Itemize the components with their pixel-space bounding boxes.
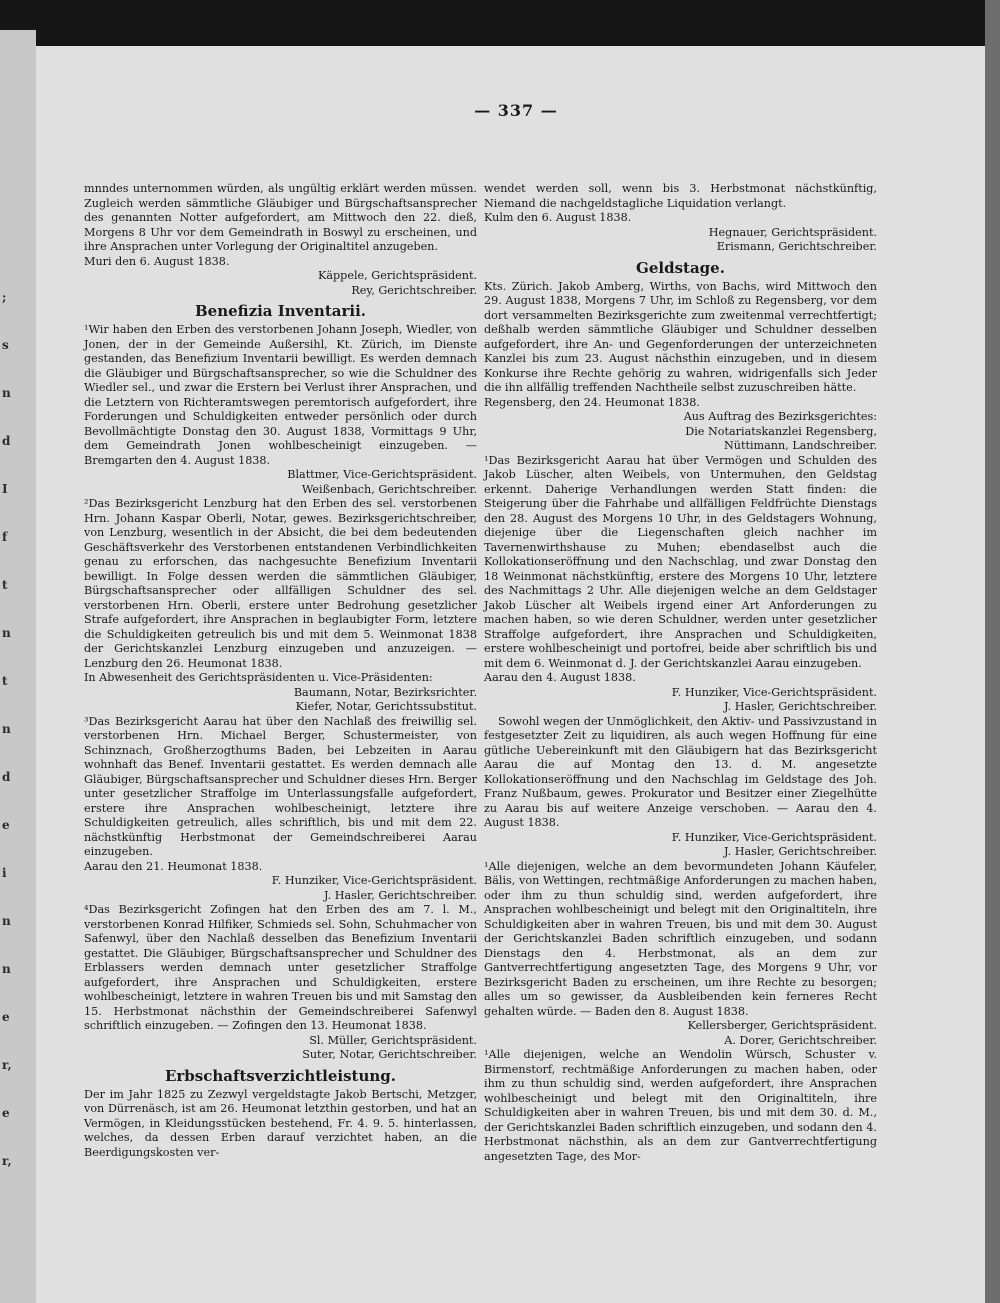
signature-line: J. Hasler, Gerichtschreiber.	[724, 700, 877, 713]
signature-line: Kellersberger, Gerichtspräsident.	[687, 1019, 877, 1032]
page-number: — 337 —	[474, 101, 558, 120]
notice-paragraph: ¹Alle diejenigen, welche an Wendolin Würsch, Schuster v. Birmenstorf, rechtmäßige Anforderungen zu machen haben, oder ihm zu thun schuldig sind, werden aufgefordert, ihre Ansprachen wohlbescheinigt und belegt mit den Originaltiteln, ihre Schuldigkeiten aber in wahren Treuen, bis und mit dem 30. d. M., der Gerichtskanzlei Baden schriftlich einzugeben, und sodann den 4. Herbstmonat nächsthin, als an dem zur Gantverrechtfertigung angesetzten Tage, des Mor-	[484, 1048, 877, 1163]
section-heading: Erbschaftsverzichtleistung.	[164, 1066, 397, 1085]
previous-page-fragment: e	[2, 1106, 10, 1120]
signature-line: A. Dorer, Gerichtschreiber.	[724, 1033, 877, 1047]
notice-paragraph: In Abwesenheit des Gerichtspräsidenten u. Vice-Präsidenten:	[84, 671, 433, 684]
signature-line: F. Hunziker, Vice-Gerichtspräsident.	[671, 685, 877, 699]
notice-paragraph: ⁴Das Bezirksgericht Zofingen hat den Erben des am 7. l. M., verstorbenen Konrad Hilfiker, Schmieds sel. Sohn, Schuhmacher von Safenwyl, über den Nachlaß desselben das Benefizium Inventarii gestattet. Die Gläubiger, Bürgschaftsansprecher und Schuldner des Erblassers werden demnach unter gesetzlicher Straffolge aufgefordert, ihre Ansprachen und Schuldigkeiten, erstere wohlbescheinigt, letztere in wahren Treuen bis und mit Samstag den 15. Herbstmonat nächsthin der Gemeindschreiberei Safenwyl schriftlich einzugeben. — Zofingen den 13. Heumonat 1838.	[84, 903, 477, 1032]
section-heading: Benefizia Inventarii.	[195, 302, 366, 320]
notice-paragraph: mnndes unternommen würden, als ungültig erklärt werden müssen. Zugleich werden sämmtliche Gläubiger und Bürgschaftsansprecher des genannten Notter aufgefordert, am Mittwoch den 22. dieß, Morgens 8 Uhr vor dem Gemeindrath in Boswyl zu erscheinen, und ihre Ansprachen unter Vorlegung der Originaltitel anzugeben.	[84, 182, 477, 253]
signature-line: Kiefer, Notar, Gerichtssubstitut.	[295, 700, 477, 713]
left-column	[84, 182, 477, 1160]
previous-page-fragment: I	[2, 482, 8, 496]
signature-line: Baumann, Notar, Bezirksrichter.	[293, 685, 477, 699]
notice-paragraph: Regensberg, den 24. Heumonat 1838.	[484, 395, 700, 409]
previous-page-fragment: n	[2, 914, 11, 928]
previous-page-fragment: n	[2, 962, 11, 976]
notice-paragraph: ¹Das Bezirksgericht Aarau hat über Vermögen und Schulden des Jakob Lüscher, alten Weibels, von Untermuhen, den Geldstag erkennt. Daherige Verhandlungen werden Statt finden: die Steigerung über die Fahrhabe und allfälligen Feldfrüchte Dienstags den 28. August des Morgens 10 Uhr, in des Geldstagers Wohnung, diejenige über die Liegenschaften gleich nachher im Tavernenwirthshause zu Muhen; ebendaselbst auch die Kollokationseröffnung und den Nachschlag, und zwar Donstag den 18 Weinmonat nächstkünftig, erstere des Morgens 10 Uhr, letztere des Nachmittags 2 Uhr. Alle diejenigen welche an dem Geldstager Jakob Lüscher alt Weibels irgend einer Art Anforderungen zu machen haben, so wie deren Schuldner, werden unter gesetzlicher Straffolge aufgefordert, ihre Ansprachen und Schuldigkeiten, erstere wohlbescheinigt und portofrei, beide aber schriftlich bis und mit dem 6. Weinmonat d. J. der Gerichtskanzlei Aarau einzugeben.	[484, 453, 877, 670]
previous-page-fragment: n	[2, 722, 11, 736]
previous-page-fragment: s	[2, 338, 9, 352]
signature-line: J. Hasler, Gerichtschreiber.	[724, 845, 877, 858]
signature-line: Suter, Notar, Gerichtschreiber.	[302, 1048, 477, 1061]
notice-paragraph: Muri den 6. August 1838.	[84, 254, 230, 268]
previous-page-fragment: d	[2, 770, 11, 784]
notice-paragraph: ³Das Bezirksgericht Aarau hat über den Nachlaß des freiwillig sel. verstorbenen Hrn. Michael Berger, Schustermeister, von Schinznach, Großherzogthums Baden, bei Lebzeiten in Aarau wohnhaft das Benef. Inventarii gestattet. Es werden demnach alle Gläubiger, Bürgschaftsansprecher und Schuldner dieses Hrn. Berger unter gesetzlicher Straffolge im Unterlassungsfalle aufgefordert, erstere ihre Ansprachen wohlbescheinigt, letztere ihre Schuldigkeiten getreulich, alles schriftlich, bis und mit dem 22. nächstkünftig Herbstmonat der Gemeindschreiberei Aarau einzugeben.	[84, 714, 477, 858]
signature-line: Erismann, Gerichtschreiber.	[716, 240, 877, 253]
section-heading: Geldstage.	[636, 258, 725, 277]
signature-line: Rey, Gerichtschreiber.	[351, 283, 477, 297]
previous-page-fragment: n	[2, 626, 11, 640]
signature-line: Blattmer, Vice-Gerichtspräsident.	[287, 468, 477, 481]
signature-line: Nüttimann, Landschreiber.	[723, 439, 877, 452]
notice-paragraph: Der im Jahr 1825 zu Zezwyl vergeldstagte Jakob Bertschi, Metzger, von Dürrenäsch, ist am 26. Heumonat letzthin gestorben, und hat an Vermögen, in Kleidungsstücken bestehend, Fr. 4. 9. 5. hinterlassen, welches, da dessen Erben darauf verzichtet haben, an die Beerdigungskosten ver-	[84, 1087, 477, 1159]
previous-page-fragment: r,	[2, 1154, 12, 1168]
notice-paragraph: ²Das Bezirksgericht Lenzburg hat den Erben des sel. verstorbenen Hrn. Johann Kaspar Oberli, Notar, gewes. Bezirksgerichtschreiber, von Lenzburg, wesentlich in der Absicht, die bei dem bedeutenden Geschäftsverkehr des Verstorbenen entstandenen Verbindlichkeiten genau zu erforschen, das nachgesuchte Benefizium Inventarii bewilligt. In Folge dessen werden die sämmtlichen Gläubiger, Bürgschaftsansprecher oder allfälligen Schuldner des sel. verstorbenen Hrn. Oberli, erstere unter Bedrohung gesetzlicher Strafe aufgefordert, ihre Ansprachen in beglaubigter Form, letztere die Schuldigkeiten getreulich bis und mit dem 5. Weinmonat 1838 der Gerichtskanzlei Lenzburg einzugeben und anzuzeigen. — Lenzburg den 26. Heumonat 1838.	[84, 497, 477, 670]
signature-line: Käppele, Gerichtspräsident.	[317, 269, 477, 282]
signature-line: Die Notariatskanzlei Regensberg,	[685, 424, 877, 438]
previous-page-fragment: t	[2, 578, 8, 592]
scanner-background-edge	[985, 0, 1000, 1303]
signature-line: Hegnauer, Gerichtspräsident.	[708, 225, 877, 239]
notice-paragraph: Aarau den 21. Heumonat 1838.	[84, 859, 263, 873]
notice-paragraph: ¹Alle diejenigen, welche an dem bevormundeten Johann Käufeler, Bälis, von Wettingen, rechtmäßige Anforderungen zu machen haben, oder ihm zu thun schuldig sind, werden aufgefordert, ihre Ansprachen wohlbescheinigt und belegt mit den Originaltiteln, ihre Schuldigkeiten aber in wahren Treuen, bis und mit dem 30. August der Gerichtskanzlei Baden schriftlich einzugeben, und sodann Dienstags den 4. Herbstmonat, als an dem zur Gantverrechtfertigung angesetzten Tage, des Morgens 9 Uhr, vor Bezirksgericht Baden zu erscheinen, um ihre Rechte zu besorgen; alles um so gewisser, da Ausbleibenden kein ferneres Recht gehalten würde. — Baden den 8. August 1838.	[484, 859, 877, 1018]
notice-paragraph: wendet werden soll, wenn bis 3. Herbstmonat nächstkünftig, Niemand die nachgeldstagliche Liquidation verlangt.	[484, 182, 877, 210]
previous-page-fragment: r,	[2, 1058, 12, 1072]
signature-line: Aus Auftrag des Bezirksgerichtes:	[683, 410, 877, 423]
previous-page-fragment: f	[2, 530, 8, 544]
right-column	[484, 182, 877, 1164]
notice-paragraph: Kulm den 6. August 1838.	[484, 211, 632, 224]
previous-page-fragment: e	[2, 818, 10, 832]
notice-paragraph: Sowohl wegen der Unmöglichkeit, den Aktiv- und Passivzustand in festgesetzter Zeit zu liquidiren, als auch wegen Hoffnung für eine gütliche Uebereinkunft mit den Gläubigern hat das Bezirksgericht Aarau die auf Montag den 13. d. M. angesetzte Kollokationseröffnung und den Nachschlag im Geldstage des Joh. Franz Nußbaum, gewes. Prokurator und Besitzer einer Ziegelhütte zu Aarau bis auf weitere Anzeige verschoben. — Aarau den 4. August 1838.	[484, 714, 877, 829]
signature-line: Weißenbach, Gerichtschreiber.	[301, 482, 477, 496]
notice-paragraph: Aarau den 4. August 1838.	[484, 671, 636, 684]
previous-page-fragment: i	[2, 866, 7, 880]
previous-page-edge	[0, 30, 36, 1303]
signature-line: F. Hunziker, Vice-Gerichtspräsident.	[671, 830, 877, 844]
previous-page-fragment: d	[2, 434, 11, 448]
newspaper-page	[36, 46, 985, 1303]
notice-paragraph: Kts. Zürich. Jakob Amberg, Wirths, von Bachs, wird Mittwoch den 29. August 1838, Morgens 7 Uhr, im Schloß zu Regensberg, vor dem dort versammelten Bezirksgerichte zum zweitenmal verrechtfertigt; deßhalb werden sämmtliche Gläubiger und Schuldner desselben aufgefordert, ihre An- und Gegenforderungen der unterzeichneten Kanzlei bis zum 23. August nächsthin einzugeben, und in diesem Konkurse ihre Rechte gehörig zu wahren, widrigenfalls sich Jeder die ihn allfällig treffenden Nachtheile selbst zuzuschreiben hätte.	[484, 279, 877, 394]
signature-line: J. Hasler, Gerichtschreiber.	[324, 888, 477, 902]
previous-page-fragment: t	[2, 674, 8, 688]
previous-page-fragment: n	[2, 386, 11, 400]
signature-line: F. Hunziker, Vice-Gerichtspräsident.	[271, 874, 477, 887]
signature-line: Sl. Müller, Gerichtspräsident.	[309, 1033, 477, 1047]
notice-paragraph: ¹Wir haben den Erben des verstorbenen Johann Joseph, Wiedler, von Jonen, der in der Gemeinde Außersihl, Kt. Zürich, im Dienste gestanden, das Benefizium Inventarii bewilligt. Es werden demnach die Gläubiger und Bürgschaftsansprecher, so wie die Schuldner des Wiedler sel., und zwar die Erstern bei Verlust ihrer Ansprachen, und die Letztern von Richteramtswegen peremtorisch aufgefordert, ihre Forderungen und Schuldigkeiten entweder persönlich oder durch Bevollmächtigte Donstag den 30. August 1838, Vormittags 9 Uhr, dem Gemeindrath Jonen wohlbescheinigt einzugeben. — Bremgarten den 4. August 1838.	[84, 323, 477, 467]
previous-page-fragment: e	[2, 1010, 10, 1024]
previous-page-fragment: ;	[2, 290, 7, 304]
